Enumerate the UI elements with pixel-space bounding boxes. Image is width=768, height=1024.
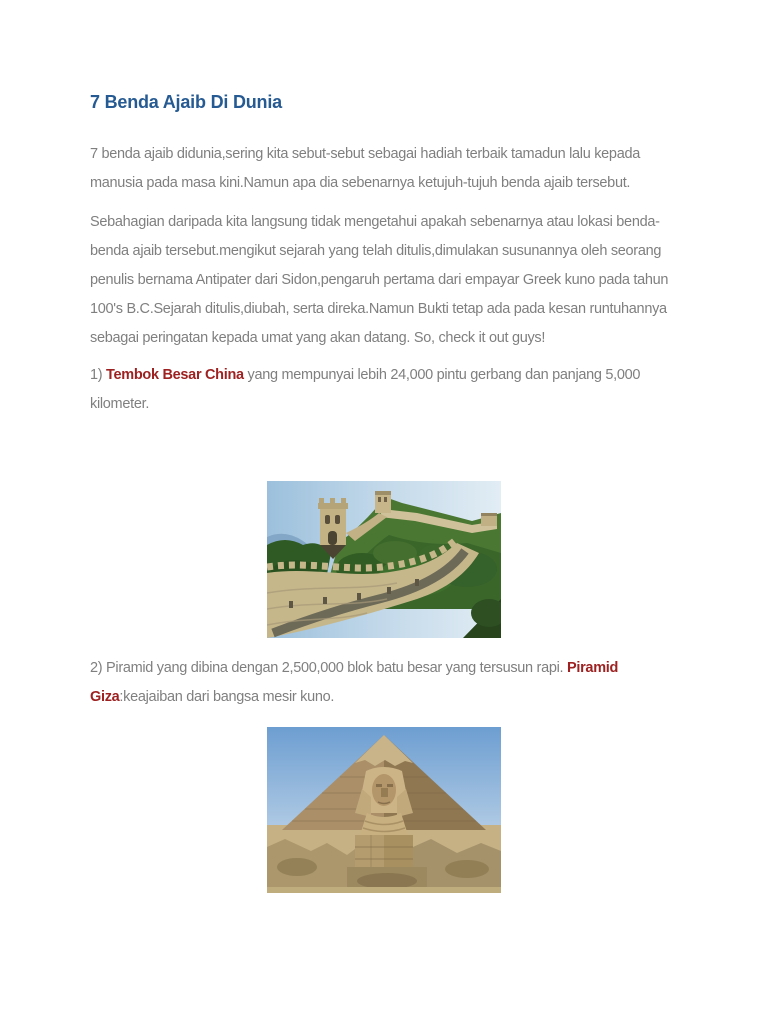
great-wall-illustration [267,481,501,638]
item-2-highlight-piramid-giza: Piramid Giza [90,660,619,705]
list-item-pyramid [90,654,682,712]
intro-paragraph: 7 benda ajaib didunia,sering kita sebut-sebut sebagai hadiah terbaik tamadun lalu kepada manusia pada masa kini.Namun apa dia sebenarnya ketujuh-tujuh benda ajaib tersebut. [90,146,640,191]
item-1-rest: yang mempunyai lebih 24,000 pintu gerbang dan panjang 5,000 kilometer. [90,367,641,412]
item-2-rest: :keajaiban dari bangsa mesir kuno. [119,689,335,705]
item-1-lead: 1) [90,367,107,383]
item-1-highlight-tembok-besar-china: Tembok Besar China [106,367,244,383]
giza-sphinx-pyramid-illustration [267,727,501,893]
page-title: 7 Benda Ajaib Di Dunia [90,92,282,112]
history-paragraph: Sebahagian daripada kita langsung tidak mengetahui apakah sebenarnya atau lokasi benda-benda ajaib tersebut.mengikut sejarah yang telah ditulis,dimulakan susunannya oleh seorang penulis bernama Antipater dari Sidon,pengaruh pertama dari empayar Greek kuno pada tahun 100's B.C.Sejarah ditulis,diubah, serta direka.Namun Bukti tetap ada pada kesan runtuhannya sebagai peringatan kepada umat yang akan datang. So, check it out guys! [90,214,669,346]
giza-sphinx-pyramid-photo [267,727,501,893]
item-2-lead: 2) Piramid yang dibina dengan 2,500,000 blok batu besar yang tersusun rapi. [90,660,567,676]
list-item-great-wall [90,361,682,419]
great-wall-photo [267,481,501,638]
